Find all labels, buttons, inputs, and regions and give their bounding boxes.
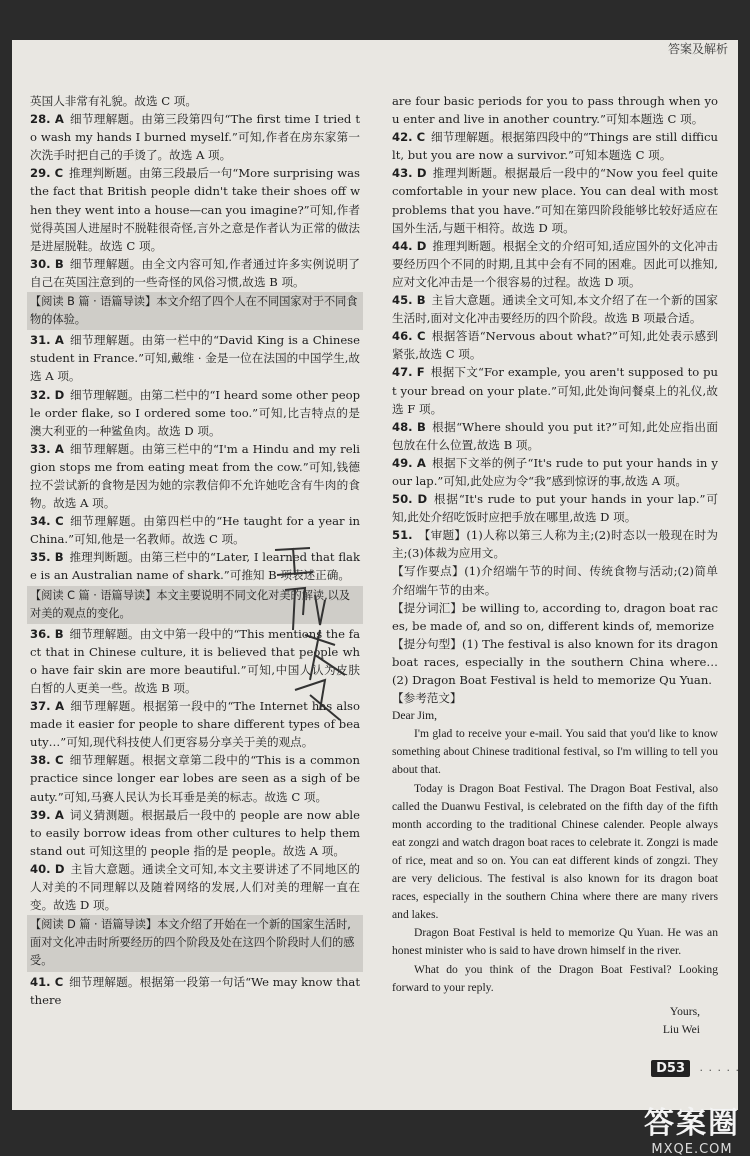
answer-text: 主旨大意题。通读全文可知,本文介绍了在一个新的国家生活时,面对文化冲击要经历的四个阶段。故选 B 项最合适。 <box>392 293 719 326</box>
answer-number: 42. C <box>392 130 426 145</box>
answer-item <box>392 418 718 454</box>
answer-item <box>392 291 718 327</box>
letter-paragraph: I'm glad to receive your e-mail. You said that you'd like to know something about Chinese traditional festival, so I'm willing to tell you about that. <box>392 727 718 777</box>
answer-text: 细节理解题。由第二栏中的“I heard some other people order flake, so I ordered some too.”可知,比吉特点的是澳大利亚的一种鲨鱼肉。故选 D 项。 <box>30 387 361 438</box>
answer-item <box>30 860 360 914</box>
answer-text: 根据下文举的例子“It's rude to put your hands in your lap.”可知,此处应为令“我”感到惊讶的事,故选 A 项。 <box>392 455 718 488</box>
answer-text: 细节理解题。由第一栏中的“David King is a Chinese student in France.”可知,戴维 · 金是一位在法国的中国学生,故选 A 项。 <box>30 333 360 384</box>
answer-text: 细节理解题。由第三段第四句“The first time I tried to wash my hands I burned myself.”可知,作者在房东家第一次洗手时把自己的手烫了。故选 A 项。 <box>30 112 360 163</box>
answer-item <box>392 490 718 526</box>
right-column <box>392 92 718 1039</box>
reading-guide: 【阅读 C 篇 · 语篇导读】本文主要说明不同文化对美的解读,以及对美的观点的变化。 <box>27 586 363 624</box>
page-header: 答案及解析 <box>667 42 728 56</box>
answer-item <box>392 599 718 635</box>
site-watermark <box>644 1098 740 1156</box>
handwriting-scribble <box>265 530 375 730</box>
answer-number: 32. D <box>30 387 65 402</box>
answer-item <box>392 237 718 291</box>
page-dots: · · · · · <box>699 1064 740 1077</box>
answer-text: 根据“It's rude to put your hands in your lap.”可知,此处介绍吃饭时应把手放在哪里,故选 D 项。 <box>392 492 718 525</box>
answer-number: 41. C <box>30 974 64 989</box>
answer-item <box>30 110 360 164</box>
letter-paragraph: Today is Dragon Boat Festival. The Dragon Boat Festival, also called the Duanwu Festival, is celebrated on the fifth day of the fifth month according to the traditional Chinese calender. People always eat zongzi and watch dragon boat races to celebrate it. Zongzi is made of rice, meat and so on. You can eat different kinds of zongzi. They are very delicious. The festival is also known for its dragon boat races, especially in the southern China where there are many rivers and lakes. <box>392 781 718 922</box>
answer-number: 38. C <box>30 753 64 768</box>
model-letter <box>392 707 718 1039</box>
answer-number: 30. B <box>30 256 64 271</box>
answer-text: 根据“Where should you put it?”可知,此处应指出面包放在什么位置,故选 B 项。 <box>392 419 718 452</box>
answer-item <box>392 526 718 562</box>
answer-item <box>392 363 718 417</box>
reading-guide: 【阅读 B 篇 · 语篇导读】本文介绍了四个人在不同国家对于不同食物的体验。 <box>27 292 363 330</box>
answer-item <box>392 454 718 490</box>
answer-item <box>392 562 718 598</box>
answer-item <box>392 327 718 363</box>
right-items <box>392 92 718 707</box>
answer-text: 细节理解题。根据第一段中的“The Internet has also made it easier for people to share different types of beauty…”可知,现代科技使人们更容易分享关于美的观点。 <box>30 699 360 750</box>
answer-text: 【写作要点】(1)介绍端午节的时间、传统食物与活动;(2)简单介绍端午节的由来。 <box>392 564 718 597</box>
answer-number: 47. F <box>392 365 425 380</box>
answer-number: 29. C <box>30 166 64 181</box>
answer-item <box>30 164 360 254</box>
answer-number: 51. <box>392 528 413 543</box>
answer-number: 49. A <box>392 455 426 470</box>
answer-text: 推理判断题。根据全文的介绍可知,适应国外的文化冲击要经历四个不同的时期,且其中会有不同的困难。因此可以推知,应对文化冲击是一个很容易的过程。故选 D 项。 <box>392 238 718 289</box>
answer-text: 词义猜测题。根据最后一段中的 people are now able to easily borrow ideas from other cultures to help them stand out 可知这里的 people 指的是 people。故选 A 项。 <box>30 807 360 858</box>
answer-item <box>392 128 718 164</box>
answer-text: 推理判断题。根据最后一段中的“Now you feel quite comfortable in your new place. You can deal with most problems that you have.”可知在第四阶段能够比较好适应在国外生活,与题干相符。故选 D 项。 <box>392 166 718 235</box>
answer-number: 39. A <box>30 807 64 822</box>
answer-text: 细节理解题。根据文章第二段中的“This is a common practice since longer ear lobes are seen as a sigh of beauty.”可知,马赛人民认为长耳垂是美的标志。故选 C 项。 <box>30 753 360 804</box>
answer-number: 31. A <box>30 333 64 348</box>
letter-body <box>392 725 718 996</box>
answer-number: 46. C <box>392 329 426 344</box>
answer-text: 细节理解题。由第三栏中的“I'm a Hindu and my religion stops me from eating meat from the cow.”可知,钱德拉不尝试新的食物是因为她的宗教信仰不允许她吃含有牛肉的食物。故选 A 项。 <box>30 441 360 511</box>
answer-text: 【提分句型】(1) The festival is also known for its dragon boat races, especially in the southern China where… (2) Dragon Boat Festival is held to memorize Qu Yuan. <box>392 636 718 687</box>
letter-closing: Yours, <box>669 1004 700 1018</box>
answer-text: 根据答语“Nervous about what?”可知,此处表示感到紧张,故选 C 项。 <box>392 329 718 362</box>
answer-text: 英国人非常有礼貌。故选 C 项。 <box>30 94 197 108</box>
answer-item <box>30 92 360 110</box>
answer-text: 主旨大意题。通读全文可知,本文主要讲述了不同地区的人对美的不同理解以及随着网络的发展,人们对美的理解一直在变。故选 D 项。 <box>30 861 361 913</box>
watermark-cn: 答案圈 <box>644 1106 740 1141</box>
answer-text: 推理判断题。由第三段最后一句“More surprising was the fact that British people didn't take their shoes off when they went into a house—can you imagine?”可知,作者觉得英国人进屋时不脱鞋很奇怪,言外之意是作者认为正常的做法是进屋脱鞋。故选 C 项。 <box>30 166 360 253</box>
letter-name: Liu Wei <box>662 1022 700 1036</box>
answer-number: 45. B <box>392 293 426 308</box>
answer-item <box>30 440 360 512</box>
answer-number: 37. A <box>30 699 65 714</box>
answer-text: 细节理解题。由文中第一段中的“This mentions the fact that in Chinese culture, it is believed that people who have fair skin are more beautiful.”可知,中国人认为皮肤白皙的人更美一些。故选 B 项。 <box>30 626 360 695</box>
answer-number: 28. A <box>30 112 64 127</box>
page-number: D53 <box>651 1060 690 1077</box>
answer-text: 【提分词汇】be willing to, according to, dragon boat races, be made of, and so on, different kinds of, memorize <box>392 600 718 633</box>
answer-text: 细节理解题。根据第四段中的“Things are still difficult, but you are now a survivor.”可知本题选 C 项。 <box>392 130 718 163</box>
answer-item <box>30 973 360 1009</box>
reading-guide: 【阅读 D 篇 · 语篇导读】本文介绍了开始在一个新的国家生活时,面对文化冲击时所要经历的四个阶段及处在这四个阶段时人们的感受。 <box>27 915 363 971</box>
answer-item <box>30 255 360 291</box>
answer-number: 35. B <box>30 550 64 565</box>
answer-number: 48. B <box>392 419 426 434</box>
answer-number: 43. D <box>392 166 427 181</box>
answer-text: 【参考范文】 <box>392 691 462 706</box>
answer-item <box>392 92 718 128</box>
answer-number: 34. C <box>30 514 64 529</box>
letter-paragraph: What do you think of the Dragon Boat Festival? Looking forward to your reply. <box>392 962 718 994</box>
answer-item <box>30 751 360 805</box>
answer-text: 细节理解题。根据第一段第一句话“We may know that there <box>30 974 360 1007</box>
answer-text: 细节理解题。由第四栏中的“He taught for a year in China.”可知,他是一名教师。故选 C 项。 <box>30 514 360 547</box>
answer-number: 40. D <box>30 861 65 876</box>
answer-item <box>30 386 360 440</box>
answer-number: 44. D <box>392 238 427 253</box>
letter-greeting: Dear Jim, <box>392 709 438 723</box>
answer-item <box>30 331 360 385</box>
answer-item <box>30 806 360 860</box>
answer-text: are four basic periods for you to pass through when you enter and live in another country.”可知本题选 C 项。 <box>392 94 718 127</box>
letter-paragraph: Dragon Boat Festival is held to memorize Qu Yuan. He was an honest minister who is said to have drown himself in the river. <box>392 926 718 958</box>
answer-item <box>392 635 718 689</box>
answer-text: 推理判断题。由第三栏中的“Later, I learned that flake is an Australian name of shark.”可推知 B 项表述正确。 <box>30 550 360 583</box>
answer-item <box>392 689 718 707</box>
watermark-url: MXQE.COM <box>651 1142 733 1156</box>
answer-text: 根据下文“For example, you aren't supposed to put your bread on your plate.”可知,此处询问餐桌上的礼仪,故选 F 项。 <box>392 365 719 416</box>
answer-text: 细节理解题。由全文内容可知,作者通过许多实例说明了自己在英国注意到的一些奇怪的风俗习惯,故选 B 项。 <box>30 256 361 289</box>
answer-number: 36. B <box>30 626 64 641</box>
answer-number: 50. D <box>392 492 428 507</box>
answer-number: 33. A <box>30 441 64 456</box>
answer-text: 【审题】(1)人称以第三人称为主;(2)时态以一般现在时为主;(3)体裁为应用文。 <box>392 528 718 561</box>
answer-item <box>392 164 718 236</box>
